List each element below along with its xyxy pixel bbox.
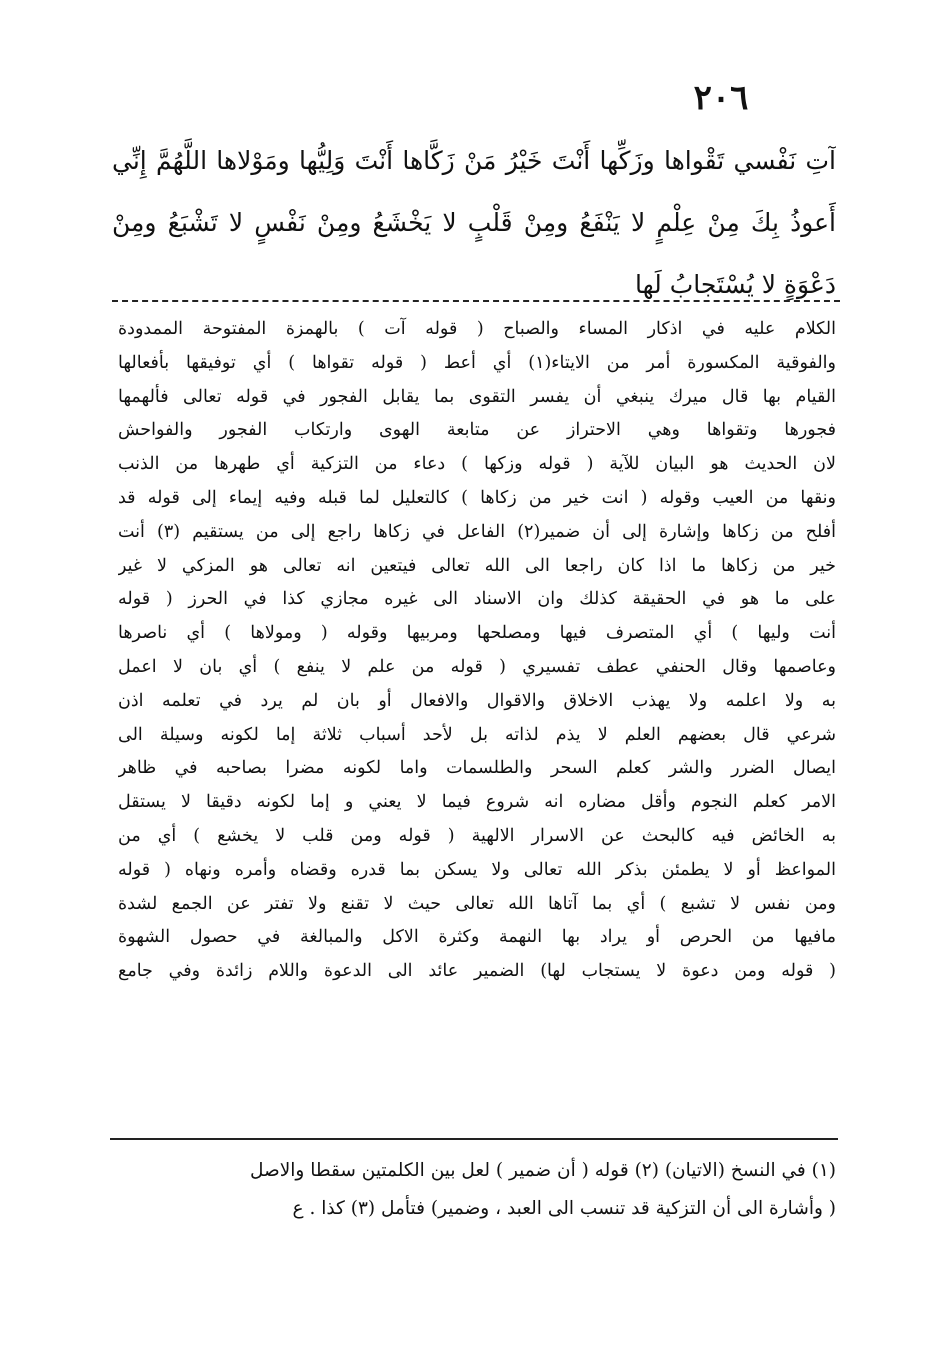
commentary-line: ونقها من العيب وقوله ( انت خير من زكاها ) كالتعليل لما قبله وفيه إيماء إلى قوله قد: [118, 487, 836, 508]
commentary-line: القيام بها قال ميرك ينبغي أن يفسر التقوى بما يقابل الفجور في قوله تعالى فألهمها: [118, 386, 836, 407]
commentary-line: ومن نفس لا تشبع ) أي بما آتاها الله تعالى حيث لا تقنع ولا تفتر عن الجمع لشدة: [118, 893, 836, 914]
hadith-line: أَعوذُ بِكَ مِنْ عِلْمٍ لا يَنْفَعُ ومِنْ قَلْبٍ لا يَخْشَعُ ومِنْ نَفْسٍ لا تَشْبَعُ ومِنْ: [112, 208, 836, 237]
commentary-text: [118, 313, 836, 989]
commentary-line: ( قوله ومن دعوة لا يستجاب لها) الضمير عائد الى الدعوة واللام زائدة وفي جامع: [118, 961, 836, 982]
commentary-line: على ما هو في الحقيقة كذلك وان الاسناد الى غيره مجازي كذا في الحرز ( قوله: [118, 589, 836, 610]
section-divider-dashed: [112, 300, 840, 302]
commentary-line: أنت وليها ) أي المتصرف فيها ومصلحها ومربيها وقوله ( ومولاها ) أي ناصرها: [118, 623, 836, 644]
commentary-line: ايصال الضرر والشر كعلم السحر والطلسمات واما لكونه مضرا بصاحبه في ظاهر: [118, 758, 836, 779]
commentary-line: وعاصمها وقال الحنفي عطف تفسيري ( قوله من علم لا ينفع ) أي بان لا اعمل: [118, 656, 836, 677]
hadith-line: دَعْوَةٍ لا يُسْتَجابُ لَها: [634, 270, 836, 299]
commentary-line: أفلح من زكاها وإشارة إلى أن ضمير(٢) الفاعل في زكاها راجع إلى من يستقيم (٣) أنت: [118, 521, 836, 542]
footnote-line: (١) في النسخ (الاتيان) (٢) قوله ( أن ضمير ) لعل بين الكلمتين سقطا والاصل: [249, 1160, 836, 1181]
commentary-line: فجورها وتقواها وهي الاحتراز عن متابعة الهوى وارتكاب الفجور والفواحش: [118, 420, 836, 441]
page-number: ٢٠٦: [693, 78, 749, 118]
commentary-line: المواعظ أو لا يطمئن بذكر الله تعالى ولا يسكن بما قدره وقضاه وأمره ونهاه ( قوله: [118, 859, 836, 880]
commentary-line: به الخائض فيه كالبحث عن الاسرار الالهية ( قوله ومن قلب لا يخشع ) أي من: [118, 825, 836, 846]
footnote-line: ( وأشارة الى أن التزكية قد تنسب الى العبد ، وضمير) فتأمل (٣) كذا . ع: [292, 1198, 836, 1219]
footnotes: [128, 1152, 836, 1228]
footnote-divider: [110, 1138, 838, 1140]
commentary-line: مافيها من الحرص أو يراد بها النهمة وكثرة الاكل والمبالغة في حصول الشهوة: [118, 927, 836, 948]
commentary-line: الامر كعلم النجوم وأقل مضاره انه شروع فيما لا يعني و إما لكونه دقيقا لا يستقل: [118, 792, 836, 813]
commentary-line: والفوقية المكسورة أمر من الايتاء(١) أي أعط ( قوله تقواها ) أي توفيقها بأفعالها: [118, 352, 836, 373]
commentary-line: لان الحديث هو البيان للآية ( قوله وزكها ) دعاء من التزكية أي طهرها من الذنب: [118, 454, 836, 475]
commentary-line: به ولا اعلمه ولا يهذب الاخلاق والاقوال والافعال أو بان لم يرد في تعلمه اذن: [118, 690, 836, 711]
hadith-line: آتِ نَفْسي تَقْواها وزَكِّها أَنْتَ خَيْرُ مَنْ زَكَّاها أَنْتَ وَلِيُّها ومَوْلاها اللَّهُمَّ إِنِّي: [112, 146, 836, 175]
hadith-text: [112, 130, 836, 316]
commentary-line: شرعي قال بعضهم العلم لا يذم لذاته بل لأحد أسباب ثلاثة إما لكونه وسيلة الى: [118, 724, 836, 745]
commentary-line: خير من زكاها ما اذا كان راجعا الى الله تعالى فيتعين انه تعالى هو المزكي لا غير: [118, 555, 836, 576]
commentary-line: الكلام عليه في اذكار المساء والصباح ( قوله آت ) بالهمزة المفتوحة الممدودة: [118, 319, 836, 339]
